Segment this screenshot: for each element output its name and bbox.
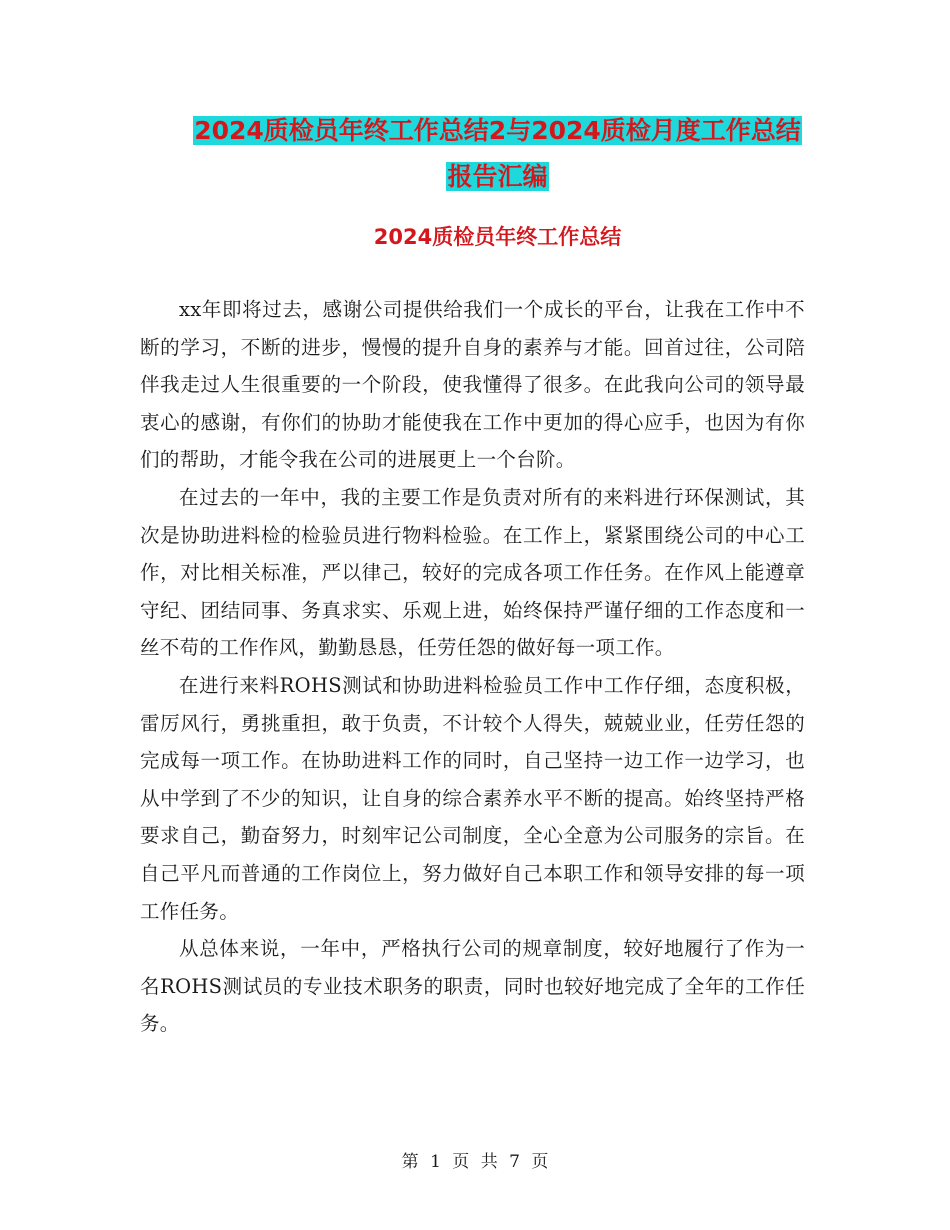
title-line-1-text: 2024质检员年终工作总结2与2024质检月度工作总结 bbox=[194, 116, 801, 145]
page-number-footer: 第 1 页 共 7 页 bbox=[401, 1152, 549, 1172]
title-line-2-text: 报告汇编 bbox=[447, 162, 548, 191]
section-heading: 2024质检员年终工作总结 bbox=[373, 225, 622, 249]
body-text bbox=[140, 291, 805, 1043]
paragraph: 在进行来料ROHS测试和协助进料检验员工作中工作仔细，态度积极，雷厉风行，勇挑重担，敢于负责，不计较个人得失，兢兢业业，任劳任怨的完成每一项工作。在协助进料工作的同时，自己坚持一边工作一边学习，也从中学到了不少的知识，让自身的综合素养水平不断的提高。始终坚持严格要求自己，勤奋努力，时刻牢记公司制度，全心全意为公司服务的宗旨。在自己平凡而普通的工作岗位上，努力做好自己本职工作和领导安排的每一项工作任务。 bbox=[140, 673, 805, 923]
document-title bbox=[140, 108, 855, 200]
title-line-2 bbox=[446, 154, 548, 200]
paragraph: xx年即将过去，感谢公司提供给我们一个成长的平台，让我在工作中不断的学习，不断的进步，慢慢的提升自身的素养与才能。回首过往，公司陪伴我走过人生很重要的一个阶段，使我懂得了很多。在此我向公司的领导最衷心的感谢，有你们的协助才能使我在工作中更加的得心应手，也因为有你们的帮助，才能令我在公司的进展更上一个台阶。 bbox=[140, 298, 805, 472]
paragraph: 从总体来说，一年中，严格执行公司的规章制度，较好地履行了作为一名ROHS测试员的专业技术职务的职责，同时也较好地完成了全年的工作任务。 bbox=[140, 937, 805, 1036]
paragraph: 在过去的一年中，我的主要工作是负责对所有的来料进行环保测试，其次是协助进料检的检验员进行物料检验。在工作上，紧紧围绕公司的中心工作，对比相关标准，严以律己，较好的完成各项工作任务。在作风上能遵章守纪、团结同事、务真求实、乐观上进，始终保持严谨仔细的工作态度和一丝不苟的工作作风，勤勤恳恳，任劳任怨的做好每一项工作。 bbox=[140, 485, 805, 660]
title-line-1 bbox=[193, 108, 802, 154]
